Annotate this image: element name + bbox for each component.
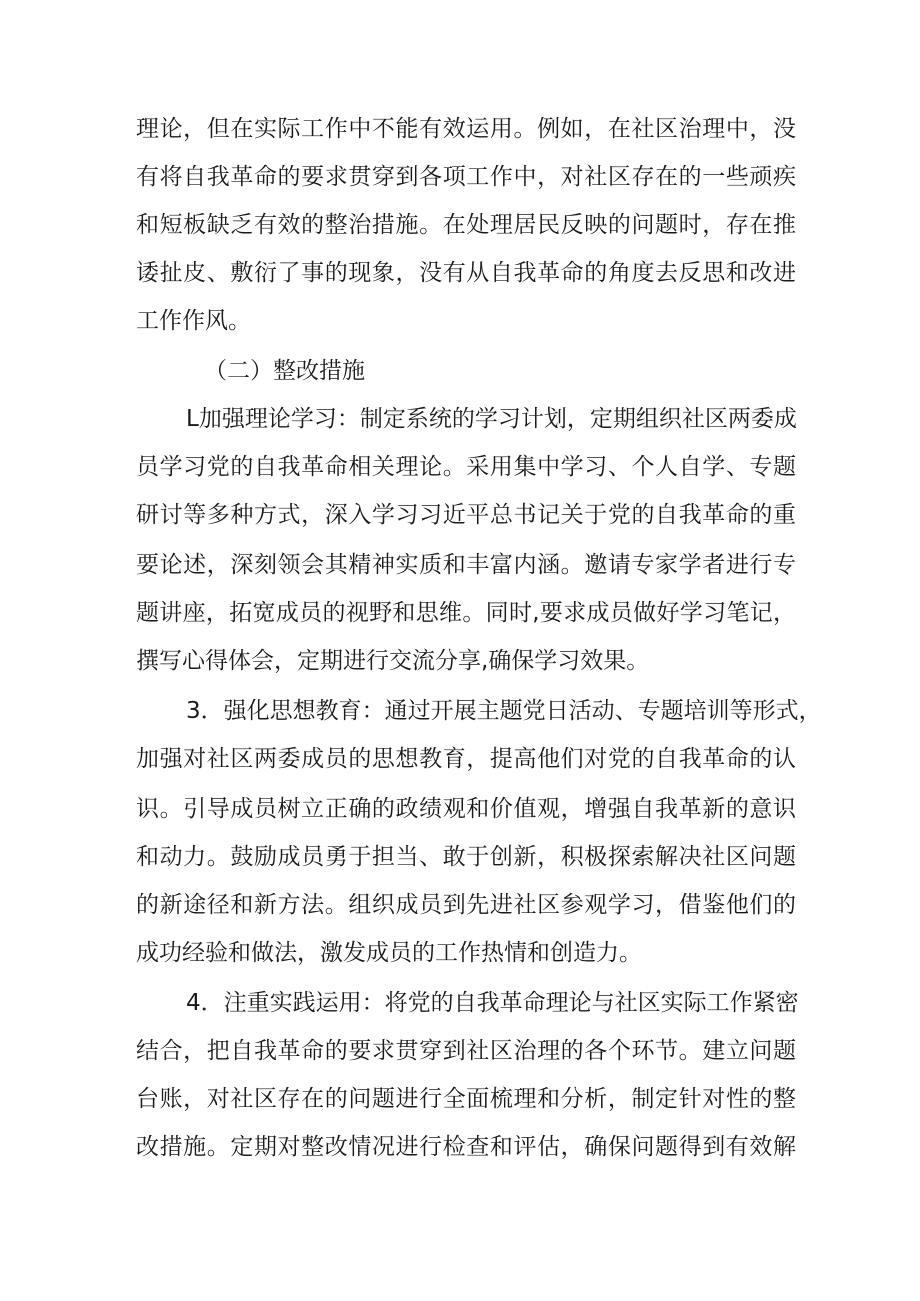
paragraph-line: 题讲座，拓宽成员的视野和思维。同时,要求成员做好学习笔记，	[136, 600, 796, 626]
paragraph-line: 撰写心得体会，定期进行交流分享,确保学习效果。	[136, 648, 650, 674]
paragraph-line: 诿扯皮、敷衍了事的现象，没有从自我革命的角度去反思和改进	[136, 260, 796, 286]
paragraph-line: 的新途径和新方法。组织成员到先进社区参观学习，借鉴他们的	[136, 892, 796, 918]
paragraph-line: 工作作风。	[136, 308, 251, 334]
paragraph-line: 研讨等多种方式，深入学习习近平总书记关于党的自我革命的重	[136, 502, 796, 528]
paragraph-line: 4．注重实践运用：将党的自我革命理论与社区实际工作紧密	[186, 990, 799, 1016]
paragraph-line: 台账，对社区存在的问题进行全面梳理和分析，制定针对性的整	[136, 1086, 796, 1112]
paragraph-line: 成功经验和做法，激发成员的工作热情和创造力。	[136, 940, 642, 966]
paragraph-line: 和短板缺乏有效的整治措施。在处理居民反映的问题时，存在推	[136, 212, 796, 238]
paragraph-line: 有将自我革命的要求贯穿到各项工作中，对社区存在的一些顽疾	[136, 164, 796, 190]
paragraph-line: L加强理论学习：制定系统的学习计划，定期组织社区两委成	[186, 406, 797, 432]
paragraph-line: 员学习党的自我革命相关理论。采用集中学习、个人自学、专题	[136, 454, 796, 480]
section-heading: （二）整改措施	[204, 358, 365, 384]
paragraph-line: 改措施。定期对整改情况进行检查和评估，确保问题得到有效解	[136, 1134, 796, 1160]
paragraph-line: 识。引导成员树立正确的政绩观和价值观，增强自我革新的意识	[136, 796, 796, 822]
paragraph-line: 3．强化思想教育：通过开展主题党日活动、专题培训等形式，	[186, 698, 822, 724]
paragraph-line: 理论，但在实际工作中不能有效运用。例如，在社区治理中，没	[136, 116, 796, 142]
paragraph-line: 和动力。鼓励成员勇于担当、敢于创新，积极探索解决社区问题	[136, 844, 796, 870]
paragraph-line: 加强对社区两委成员的思想教育，提高他们对党的自我革命的认	[136, 746, 796, 772]
paragraph-line: 结合，把自我革命的要求贯穿到社区治理的各个环节。建立问题	[136, 1038, 796, 1064]
paragraph-line: 要论述，深刻领会其精神实质和丰富内涵。邀请专家学者进行专	[136, 552, 796, 578]
